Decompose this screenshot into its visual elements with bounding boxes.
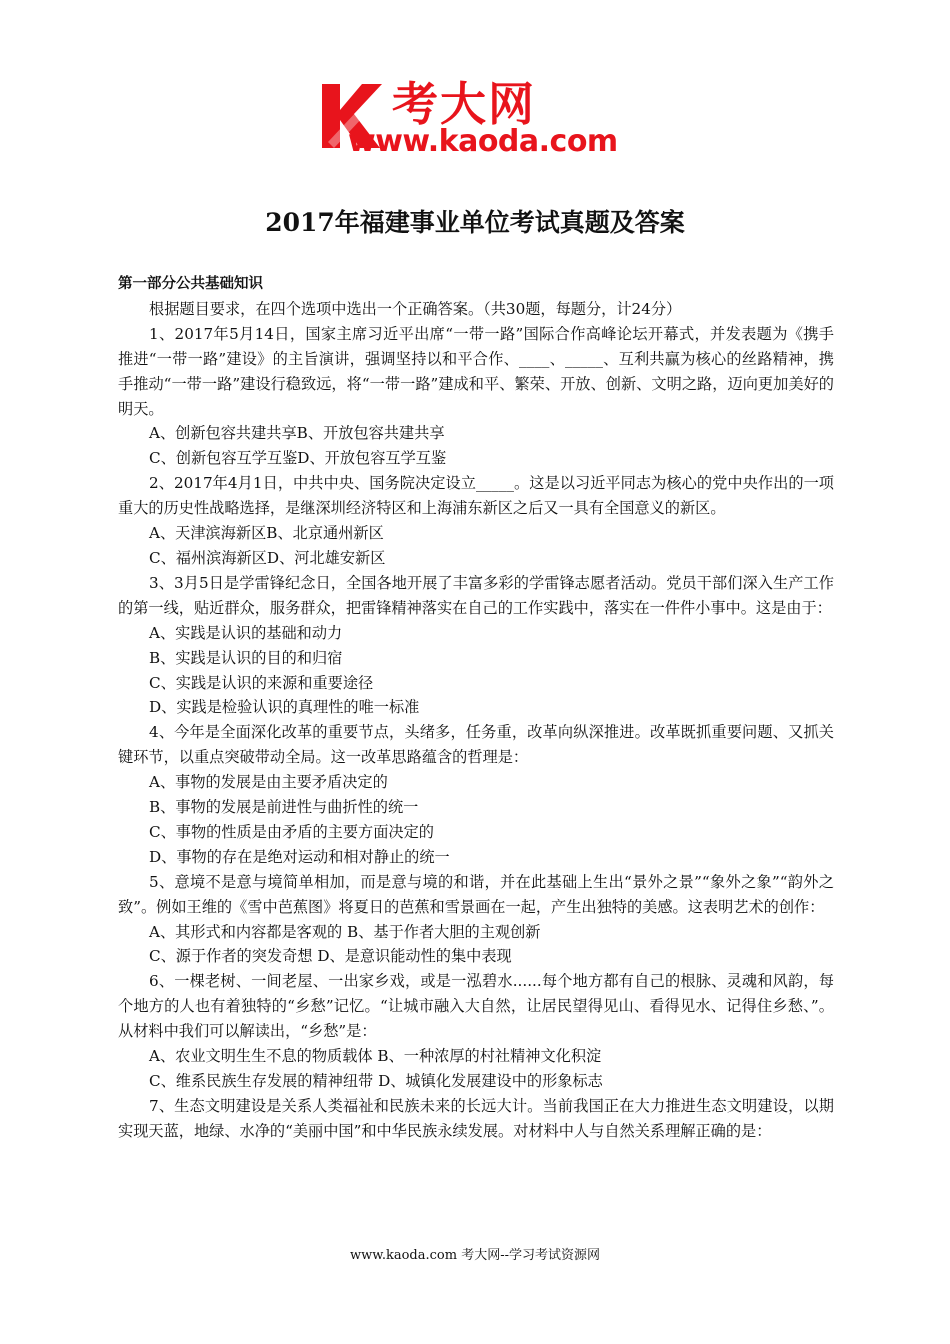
document-title: 2017年福建事业单位考试真题及答案 <box>265 208 685 237</box>
question-stem: 4、今年是全面深化改革的重要节点，头绪多，任务重，改革向纵深推进。改革既抓重要问题、又抓关键环节，以重点突破带动全局。这一改革思路蕴含的哲理是： <box>118 723 834 767</box>
question-stem: 3、3月5日是学雷锋纪念日，全国各地开展了丰富多彩的学雷锋志愿者活动。党员干部们深入生产工作的第一线，贴近群众，服务群众，把雷锋精神落实在自己的工作实践中，落实在一件件小事中。这是由于： <box>118 573 834 617</box>
question-stem: 2、2017年4月1日，中共中央、国务院决定设立_____。这是以习近平同志为核心的党中央作出的一项重大的历史性战略选择，是继深圳经济特区和上海浦东新区之后又一具有全国意义的新区。 <box>118 474 834 518</box>
instructions: 根据题目要求，在四个选项中选出一个正确答案。（共30题，每题分，计24分） <box>149 299 682 318</box>
answer-option: B、事物的发展是前进性与曲折性的统一 <box>149 798 419 817</box>
logo-url-text: www.kaoda.com <box>348 124 618 159</box>
question-list <box>118 322 834 1144</box>
question-stem: 1、2017年5月14日，国家主席习近平出席“一带一路”国际合作高峰论坛开幕式，并发表题为《携手推进“一带一路”建设》的主旨演讲，强调坚持以和平合作、____、_____、互利共赢为核心的丝路精神，携手推动“一带一路”建设行稳致远，将“一带一路”建成和平、繁荣、开放、创新、文明之路，迈向更加美好的明天。 <box>118 324 834 418</box>
answer-option: D、实践是检验认识的真理性的唯一标准 <box>149 698 420 717</box>
logo-brand-text: 考大网 <box>392 77 536 131</box>
answer-option: A、创新包容共建共享B、开放包容共建共享 <box>149 424 445 443</box>
answer-option: A、其形式和内容都是客观的 B、基于作者大胆的主观创新 <box>149 922 541 941</box>
answer-option: C、福州滨海新区D、河北雄安新区 <box>149 548 386 567</box>
answer-option: C、维系民族生存发展的精神纽带 D、城镇化发展建设中的形象标志 <box>149 1072 603 1090</box>
kaoda-logo <box>318 78 638 162</box>
answer-option: C、实践是认识的来源和重要途径 <box>149 673 374 692</box>
answer-option: C、创新包容互学互鉴D、开放包容互学互鉴 <box>149 449 447 468</box>
section-heading: 第一部分公共基础知识 <box>118 276 263 292</box>
answer-option: D、事物的存在是绝对运动和相对静止的统一 <box>149 847 450 866</box>
question-stem: 5、意境不是意与境简单相加，而是意与境的和谐，并在此基础上生出“景外之景”“象外之象”“韵外之致”。例如王维的《雪中芭蕉图》将夏日的芭蕉和雪景画在一起，产生出独特的美感。这表明艺术的创作： <box>118 872 834 916</box>
question-stem: 7、生态文明建设是关系人类福祉和民族未来的长远大计。当前我国正在大力推进生态文明建设，以期实现天蓝，地绿、水净的“美丽中国”和中华民族永续发展。对材料中人与自然关系理解正确的是： <box>118 1096 834 1140</box>
question-stem: 6、一棵老树、一间老屋、一出家乡戏，或是一泓碧水......每个地方都有自己的根脉、灵魂和风韵，每个地方的人也有着独特的“乡愁”记忆。“让城市融入大自然，让居民望得见山、看得见水、记得住乡愁、”。从材料中我们可以解读出，“乡愁”是： <box>118 972 834 1041</box>
document-body <box>118 272 834 1144</box>
answer-option: C、事物的性质是由矛盾的主要方面决定的 <box>149 822 434 841</box>
page-footer: www.kaoda.com 考大网--学习考试资源网 <box>350 1248 600 1263</box>
answer-option: A、实践是认识的基础和动力 <box>149 623 343 642</box>
answer-option: A、天津滨海新区B、北京通州新区 <box>149 524 384 543</box>
answer-option: C、源于作者的突发奇想 D、是意识能动性的集中表现 <box>149 947 512 966</box>
answer-option: B、实践是认识的目的和归宿 <box>149 648 343 667</box>
answer-option: A、事物的发展是由主要矛盾决定的 <box>149 773 388 792</box>
answer-option: A、农业文明生生不息的物质载体 B、一种浓厚的村社精神文化积淀 <box>149 1047 602 1066</box>
